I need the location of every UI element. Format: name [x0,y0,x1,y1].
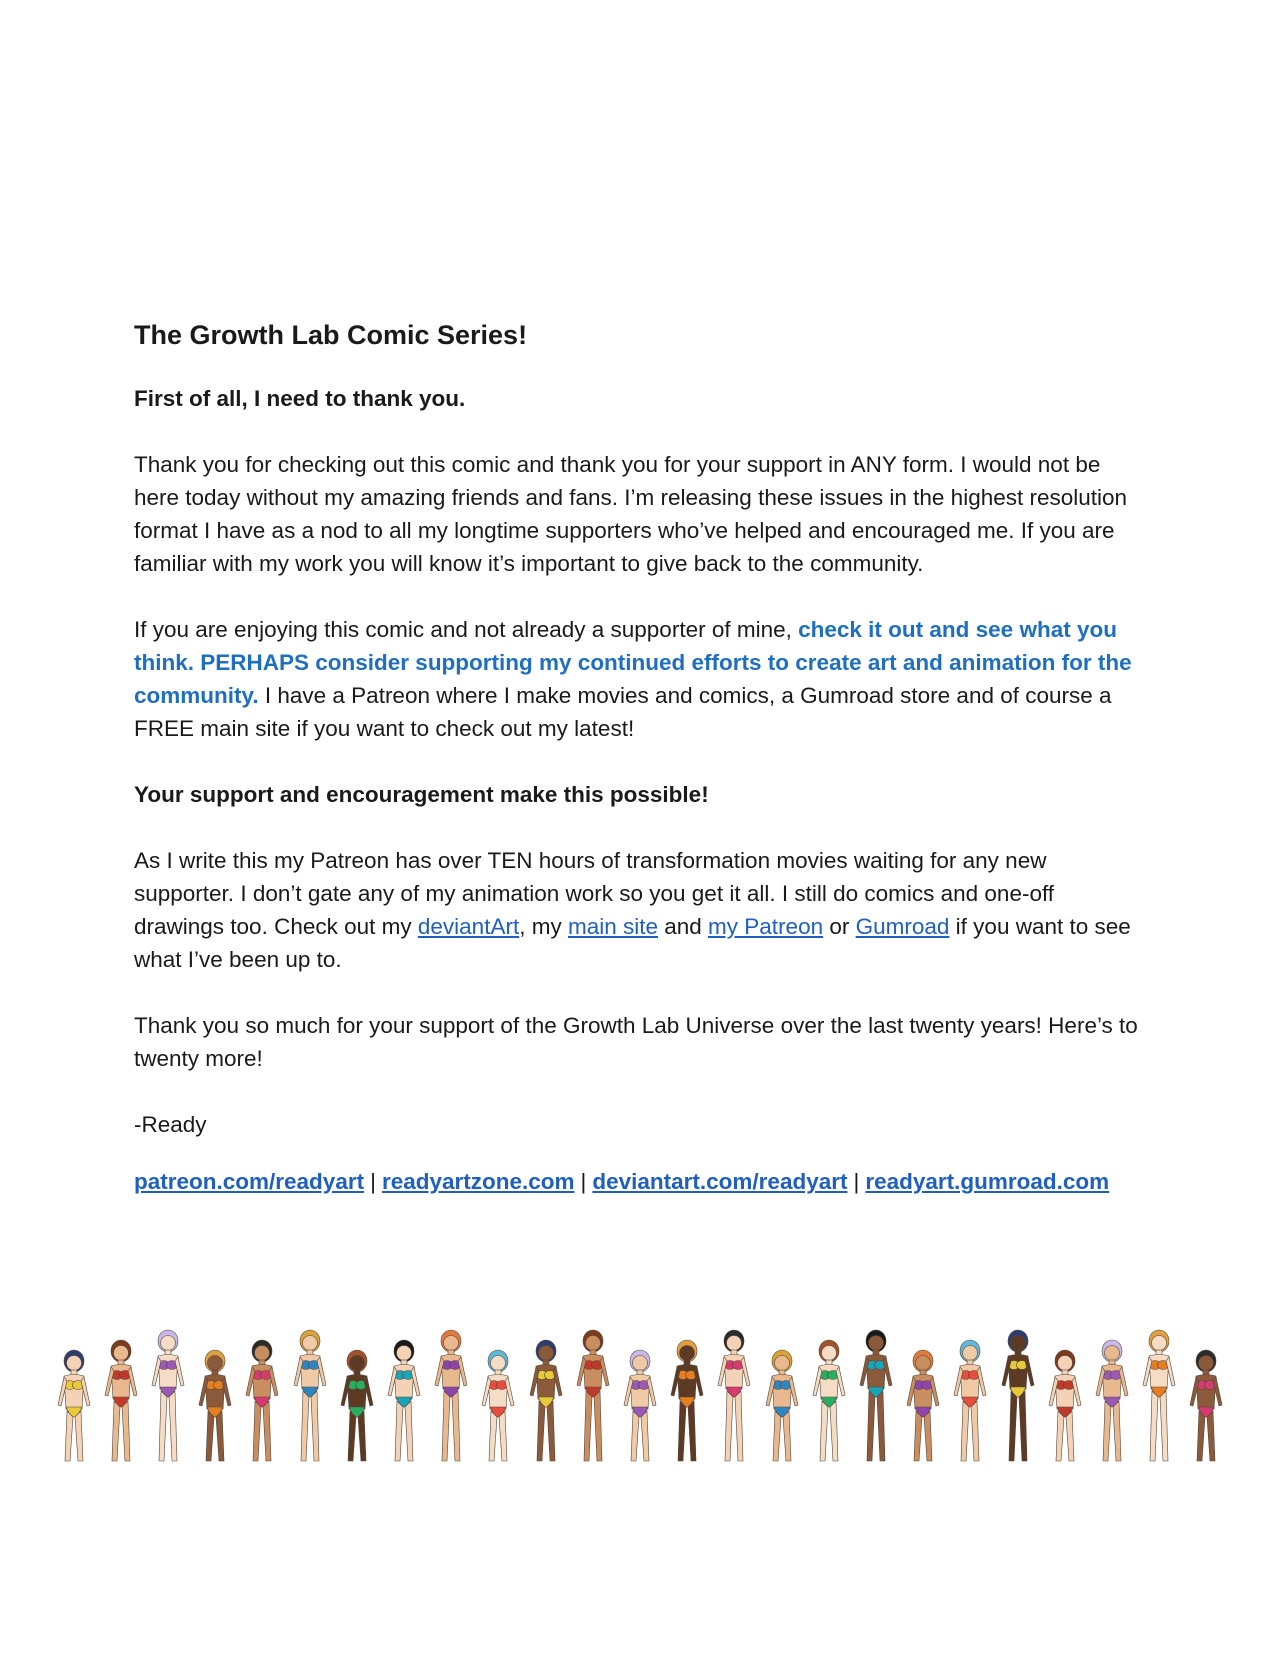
character-figure [52,1347,96,1465]
character-figure [240,1337,284,1465]
character-figure [1184,1347,1228,1465]
intro-paragraph: Thank you for checking out this comic and thank you for your support in ANY form. I would not be here today without my amazing friends and fans. I’m releasing these issues in the highest resolution format I have as a nod to all my longtime supporters who’ve helped and encouraged me. If you are familiar with my work you will know it’s important to give back to the community. [134,452,1128,576]
page-title: The Growth Lab Comic Series! [134,320,528,350]
patreon-paragraph [134,844,1144,976]
footer-link-patreon[interactable]: patreon.com/readyart [134,1169,365,1194]
character-figure [476,1347,520,1465]
character-figure [382,1337,426,1465]
character-figure [571,1327,615,1465]
signature: -Ready [134,1112,207,1137]
character-figure [288,1327,332,1465]
gumroad-link[interactable]: Gumroad [855,914,950,939]
closing-paragraph: Thank you so much for your support of the Growth Lab Universe over the last twenty years! Here’s to twenty more! [134,1013,1138,1071]
support-highlight: check it out and see what you think. PERHAPS consider supporting my continued efforts to create art and animation for the community. [134,617,1132,708]
footer-links [134,1165,1144,1198]
character-figure [1137,1327,1181,1465]
character-figure [618,1347,662,1465]
patreon-text-start: As I write this my Patreon has over TEN hours of transformation movies waiting for any new supporter. I don’t gate any of my animation work so you get it all. I still do comics and one-off drawings too. Check out my [134,848,1055,939]
patreon-link[interactable]: my Patreon [708,914,824,939]
character-figure [712,1327,756,1465]
character-figure [948,1337,992,1465]
character-figure [335,1347,379,1465]
character-figure [99,1337,143,1465]
character-figure [901,1347,945,1465]
main-site-link[interactable]: main site [567,914,658,939]
footer-separator: | [580,1169,587,1194]
character-lineup-illustration [50,1305,1230,1465]
character-figure [760,1347,804,1465]
support-text-start: If you are enjoying this comic and not already a supporter of mine, [134,617,799,642]
character-figure [665,1337,709,1465]
character-figure [146,1327,190,1465]
letter-body [134,318,1144,1231]
footer-link-gumroad[interactable]: readyart.gumroad.com [865,1169,1110,1194]
inline-separator: or [823,914,856,939]
footer-separator: | [370,1169,376,1194]
inline-separator: , my [519,914,568,939]
character-figure [193,1347,237,1465]
support-paragraph [134,613,1144,745]
character-figure [1043,1347,1087,1465]
character-figure [524,1337,568,1465]
character-figure [807,1337,851,1465]
character-figure [1090,1337,1134,1465]
inline-separator: and [658,914,709,939]
footer-separator: | [853,1169,860,1194]
footer-link-deviantart[interactable]: deviantart.com/readyart [592,1169,848,1194]
character-figure [854,1327,898,1465]
footer-link-readyartzone[interactable]: readyartzone.com [381,1169,575,1194]
support-heading: Your support and encouragement make this possible! [134,782,709,807]
patreon-text-end: if you want to see what I’ve been up to. [134,914,1131,972]
support-text-end: I have a Patreon where I make movies and comics, a Gumroad store and of course a FREE main site if you want to check out my latest! [134,683,1112,741]
deviantart-link[interactable]: deviantArt [417,914,520,939]
character-figure [996,1327,1040,1465]
character-figure [429,1327,473,1465]
thanks-heading: First of all, I need to thank you. [134,386,466,411]
